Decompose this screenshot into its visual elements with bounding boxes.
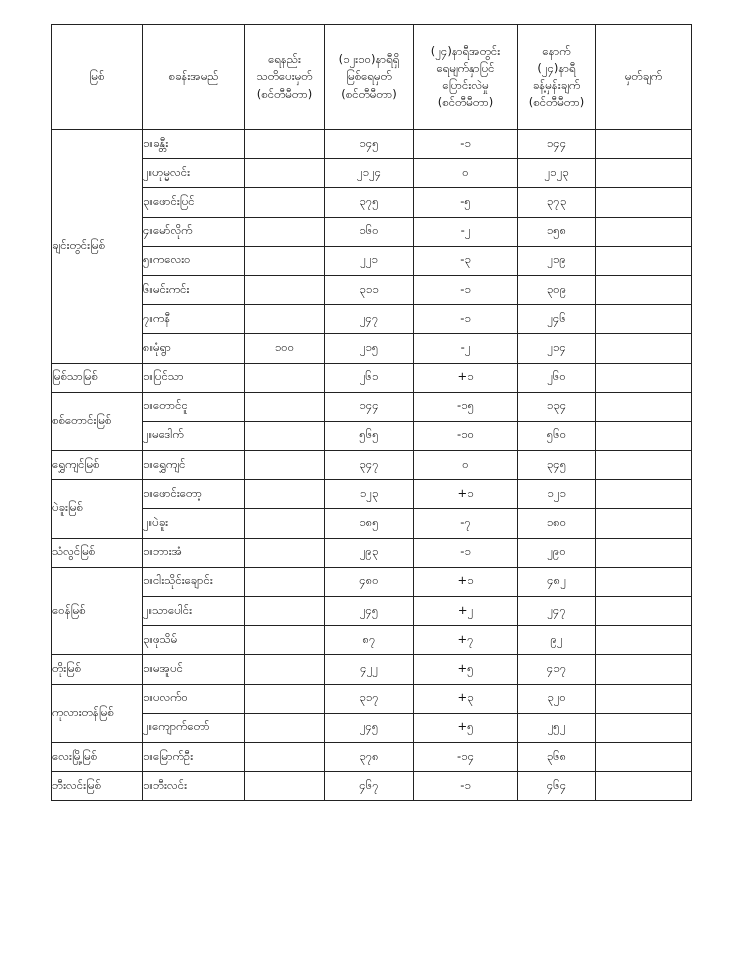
- station-name: ၆။မင်းကင်း: [143, 275, 245, 304]
- header-line: (၂၄)နာရီ: [537, 60, 576, 75]
- level-change: +၅: [414, 713, 518, 742]
- level-change: -၂: [414, 217, 518, 246]
- forecast-level: ၅၆၀: [518, 421, 596, 450]
- water-level: ၂၁၅: [325, 334, 414, 363]
- forecast-level: ၂၆၀: [518, 363, 596, 392]
- danger-level: [245, 684, 325, 713]
- water-level: ၅၆၅: [325, 421, 414, 450]
- level-change: ၀: [414, 451, 518, 480]
- river-name: ဝေန်မြစ်: [52, 567, 143, 655]
- table-row: [52, 597, 692, 626]
- station-name: ၁။ငါးသိုင်းချောင်း: [143, 567, 245, 596]
- water-level: ၁၂၃: [325, 480, 414, 509]
- header-remark: [596, 25, 692, 130]
- danger-level: [245, 363, 325, 392]
- remark-cell: [596, 305, 692, 334]
- water-level: ၂၆၁: [325, 363, 414, 392]
- table-row: [52, 392, 692, 421]
- station-name: ၁။ပလက်ဝ: [143, 684, 245, 713]
- station-name: ၃။ဖုသိမ်: [143, 626, 245, 655]
- station-name: ၁။ခန္တီး: [143, 130, 245, 159]
- table-row: [52, 305, 692, 334]
- level-change: +၁: [414, 567, 518, 596]
- table-row: [52, 567, 692, 596]
- station-name: ၇။ကနီ: [143, 305, 245, 334]
- header-line: နောက်: [542, 43, 571, 58]
- remark-cell: [596, 451, 692, 480]
- river-name: သံလွင်မြစ်: [52, 538, 143, 567]
- remark-cell: [596, 684, 692, 713]
- water-level: ၃၇၈: [325, 742, 414, 771]
- table-row: [52, 684, 692, 713]
- table-row: [52, 159, 692, 188]
- remark-cell: [596, 217, 692, 246]
- danger-level: [245, 538, 325, 567]
- station-name: ၁။ဖောင်းတော့: [143, 480, 245, 509]
- water-level: ၃၁၁: [325, 275, 414, 304]
- river-name: ဘီးလင်းမြစ်: [52, 772, 143, 801]
- water-level: ၂၄၅: [325, 713, 414, 742]
- table-row: [52, 421, 692, 450]
- remark-cell: [596, 567, 692, 596]
- forecast-level: ၃၀၉: [518, 275, 596, 304]
- table-body: [52, 130, 692, 801]
- forecast-level: ၂၁၂၃: [518, 159, 596, 188]
- river-level-table: [51, 24, 692, 801]
- table-row: [52, 626, 692, 655]
- water-level: ၁၄၄: [325, 392, 414, 421]
- station-name: ၁။ဘားအံ: [143, 538, 245, 567]
- river-name: ကုလားတန်မြစ်: [52, 684, 143, 742]
- header-line: မှတ်ချက်: [624, 69, 663, 84]
- header-line: ရေနည်း: [268, 52, 301, 67]
- table-row: [52, 509, 692, 538]
- level-change: -၁: [414, 538, 518, 567]
- danger-level: [245, 509, 325, 538]
- station-name: ၈။မုံရွာ: [143, 334, 245, 363]
- forecast-level: ၄၆၄: [518, 772, 596, 801]
- header-station: [143, 25, 245, 130]
- header-line: စခန်းအမည်: [168, 69, 219, 84]
- river-name: ရွှေကျင်မြစ်: [52, 451, 143, 480]
- level-change: -၂: [414, 334, 518, 363]
- station-name: ၃။ဖောင်းပြင်: [143, 188, 245, 217]
- remark-cell: [596, 538, 692, 567]
- water-level: ၁၈၅: [325, 509, 414, 538]
- table-row: [52, 363, 692, 392]
- header-line: (စင်တီမီတာ): [256, 86, 313, 101]
- header-danger-level: [245, 25, 325, 130]
- header-line: (၂၄)နာရီအတွင်း: [430, 43, 501, 58]
- table-row: [52, 246, 692, 275]
- danger-level: [245, 480, 325, 509]
- table-row: [52, 334, 692, 363]
- danger-level: [245, 713, 325, 742]
- header-line: (စင်တီမီတာ): [437, 95, 494, 110]
- level-change: -၁: [414, 130, 518, 159]
- station-name: ၁။မြောက်ဦး: [143, 742, 245, 771]
- header-forecast-24h: [518, 25, 596, 130]
- remark-cell: [596, 159, 692, 188]
- table-row: [52, 655, 692, 684]
- table-row: [52, 217, 692, 246]
- level-change: +၁: [414, 480, 518, 509]
- river-name: ချင်းတွင်းမြစ်: [52, 130, 143, 364]
- header-river: [52, 25, 143, 130]
- danger-level: [245, 188, 325, 217]
- remark-cell: [596, 655, 692, 684]
- water-level: ၃၁၇: [325, 684, 414, 713]
- remark-cell: [596, 742, 692, 771]
- forecast-level: ၁၄၄: [518, 130, 596, 159]
- remark-cell: [596, 421, 692, 450]
- water-level: ၁၆၀: [325, 217, 414, 246]
- station-name: ၁။ပြင်သာ: [143, 363, 245, 392]
- level-change: +၃: [414, 684, 518, 713]
- water-level: ၂၄၅: [325, 597, 414, 626]
- water-level: ၂၄၇: [325, 305, 414, 334]
- level-change: -၁: [414, 772, 518, 801]
- danger-level: ၁၀၀: [245, 334, 325, 363]
- station-name: ၁။မအူပင်: [143, 655, 245, 684]
- header-line: ပြောင်းလဲမှု: [442, 78, 489, 92]
- remark-cell: [596, 363, 692, 392]
- station-name: ၂။မဒေါက်: [143, 421, 245, 450]
- level-change: +၇: [414, 626, 518, 655]
- danger-level: [245, 421, 325, 450]
- table-row: [52, 772, 692, 801]
- water-level: ၄၈၀: [325, 567, 414, 596]
- station-name: ၅။ကလေးဝ: [143, 246, 245, 275]
- water-level: ၁၄၅: [325, 130, 414, 159]
- level-change: -၁၀: [414, 421, 518, 450]
- danger-level: [245, 772, 325, 801]
- danger-level: [245, 567, 325, 596]
- remark-cell: [596, 597, 692, 626]
- table-row: [52, 451, 692, 480]
- table-row: [52, 538, 692, 567]
- forecast-level: ၂၅၂: [518, 713, 596, 742]
- station-name: ၄။မော်လိုက်: [143, 217, 245, 246]
- table-row: [52, 275, 692, 304]
- forecast-level: ၁၈၀: [518, 509, 596, 538]
- remark-cell: [596, 480, 692, 509]
- remark-cell: [596, 509, 692, 538]
- level-change: +၅: [414, 655, 518, 684]
- danger-level: [245, 655, 325, 684]
- level-change: -၁၄: [414, 742, 518, 771]
- station-name: ၂။သာပေါင်း: [143, 597, 245, 626]
- remark-cell: [596, 188, 692, 217]
- danger-level: [245, 597, 325, 626]
- level-change: -၅: [414, 188, 518, 217]
- danger-level: [245, 626, 325, 655]
- water-level: ၈၇: [325, 626, 414, 655]
- station-name: ၁။တောင်ငူ: [143, 392, 245, 421]
- river-name: တိုးမြစ်: [52, 655, 143, 684]
- river-name: မြစ်သာမြစ်: [52, 363, 143, 392]
- forecast-level: ၃၂၀: [518, 684, 596, 713]
- level-change: -၁: [414, 275, 518, 304]
- danger-level: [245, 305, 325, 334]
- header-row: [52, 25, 692, 130]
- forecast-level: ၁၃၄: [518, 392, 596, 421]
- station-name: ၁။ရွှေကျင်: [143, 451, 245, 480]
- header-line: (၁၂း၁၀)နာရီရှိ: [338, 52, 400, 67]
- danger-level: [245, 246, 325, 275]
- level-change: -၇: [414, 509, 518, 538]
- header-water-level: [325, 25, 414, 130]
- remark-cell: [596, 130, 692, 159]
- forecast-level: ၂၁၄: [518, 334, 596, 363]
- level-change: -၃: [414, 246, 518, 275]
- remark-cell: [596, 626, 692, 655]
- header-line: ရေမျက်နှာပြင်: [436, 60, 495, 75]
- river-name: ပဲခူးမြစ်: [52, 480, 143, 538]
- forecast-level: ၂၄၆: [518, 305, 596, 334]
- forecast-level: ၂၄၇: [518, 597, 596, 626]
- forecast-level: ၄၁၇: [518, 655, 596, 684]
- table-row: [52, 130, 692, 159]
- remark-cell: [596, 275, 692, 304]
- level-change: -၁၅: [414, 392, 518, 421]
- danger-level: [245, 742, 325, 771]
- header-change-24h: [414, 25, 518, 130]
- table-row: [52, 188, 692, 217]
- header-line: (စင်တီမီတာ): [341, 86, 397, 101]
- forecast-level: ၁၂၁: [518, 480, 596, 509]
- remark-cell: [596, 772, 692, 801]
- forecast-level: ၁၅၈: [518, 217, 596, 246]
- danger-level: [245, 159, 325, 188]
- level-change: ၀: [414, 159, 518, 188]
- danger-level: [245, 217, 325, 246]
- level-change: -၁: [414, 305, 518, 334]
- table-row: [52, 480, 692, 509]
- river-name: လေးမြို့မြစ်: [52, 742, 143, 771]
- header-line: မြစ်: [89, 69, 105, 84]
- station-name: ၂။ကျောက်တော်: [143, 713, 245, 742]
- header-line: ခန့်မှန်းချက်: [532, 78, 581, 92]
- water-level: ၃၇၅: [325, 188, 414, 217]
- water-level: ၂၁၂၄: [325, 159, 414, 188]
- danger-level: [245, 275, 325, 304]
- forecast-level: ၃၇၃: [518, 188, 596, 217]
- forecast-level: ၃၆၈: [518, 742, 596, 771]
- forecast-level: ၂၁၉: [518, 246, 596, 275]
- remark-cell: [596, 334, 692, 363]
- river-name: စစ်တောင်းမြစ်: [52, 392, 143, 450]
- remark-cell: [596, 392, 692, 421]
- water-level: ၄၂၂: [325, 655, 414, 684]
- station-name: ၂။ပဲခူး: [143, 509, 245, 538]
- table-row: [52, 713, 692, 742]
- forecast-level: ၂၉၀: [518, 538, 596, 567]
- danger-level: [245, 130, 325, 159]
- remark-cell: [596, 713, 692, 742]
- forecast-level: ၃၄၅: [518, 451, 596, 480]
- station-name: ၁။ဘီးလင်း: [143, 772, 245, 801]
- table-row: [52, 742, 692, 771]
- level-change: +၂: [414, 597, 518, 626]
- danger-level: [245, 451, 325, 480]
- forecast-level: ၄၈၂: [518, 567, 596, 596]
- water-level: ၂၂၁: [325, 246, 414, 275]
- level-change: +၁: [414, 363, 518, 392]
- station-name: ၂။ဟုမ္မလင်း: [143, 159, 245, 188]
- header-line: (စင်တီမီတာ): [528, 95, 585, 110]
- header-line: သတိပေးမှတ်: [256, 69, 313, 84]
- water-level: ၃၄၇: [325, 451, 414, 480]
- forecast-level: ၉၂: [518, 626, 596, 655]
- danger-level: [245, 392, 325, 421]
- water-level: ၂၉၃: [325, 538, 414, 567]
- header-line: မြစ်ရေမှတ်: [346, 69, 392, 84]
- remark-cell: [596, 246, 692, 275]
- water-level: ၄၆၇: [325, 772, 414, 801]
